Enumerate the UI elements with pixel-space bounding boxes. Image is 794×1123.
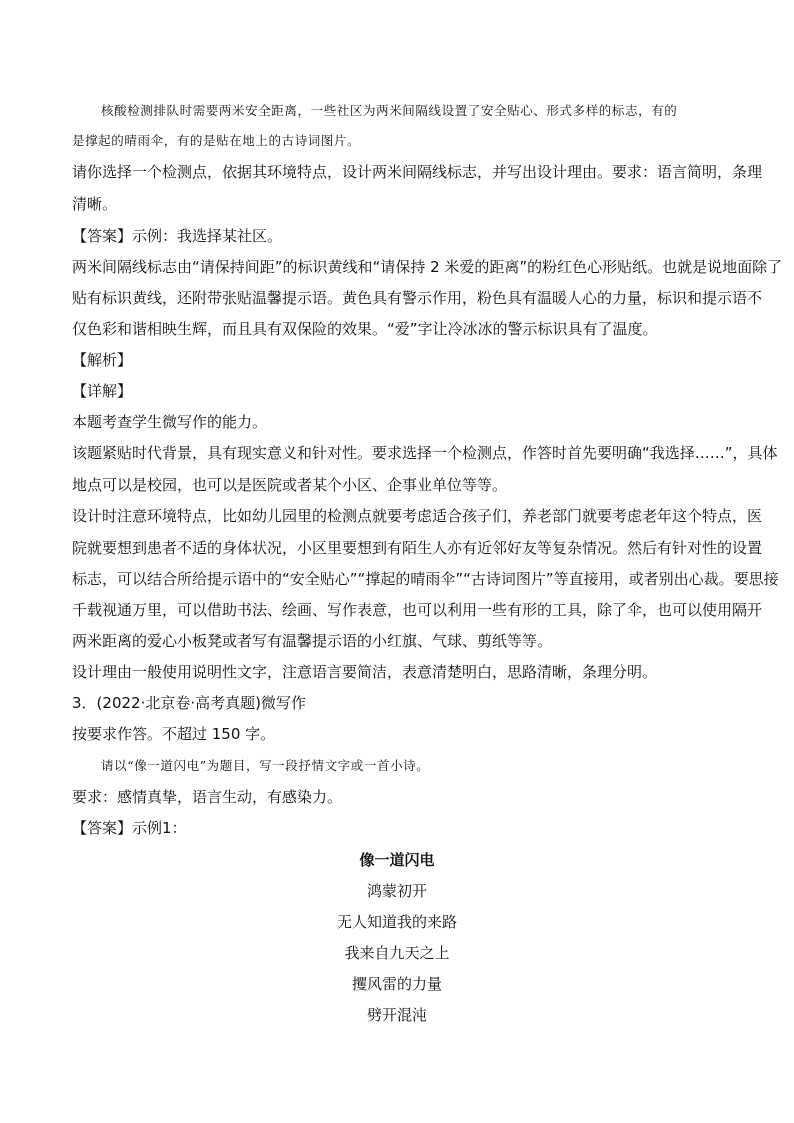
question-line-2: 清晰。 — [72, 195, 118, 213]
answer-line-2: 两米间隔线标志由“请保持间距”的标识黄线和“请保持 2 米爱的距离”的粉红色心形贴纸。也就是说地面除了 — [72, 258, 783, 276]
analysis-line-4: 设计时注意环境特点，比如幼儿园里的检测点就要考虑适合孩子们，养老部门就要考虑老年这个特点，医 — [72, 507, 763, 525]
answer-line-4: 仅色彩和谐相映生辉，而且具有双保险的效果。“爱”字让冷冰冰的警示标识具有了温度。 — [72, 320, 658, 338]
question-3-requirement: 要求：感情真挚，语言生动，有感染力。 — [72, 788, 343, 806]
analysis-line-2: 该题紧贴时代背景，具有现实意义和针对性。要求选择一个检测点，作答时首先要明确“我选择……”，具体 — [72, 444, 778, 462]
poem-title: 像一道闪电 — [359, 851, 435, 869]
answer-line-3: 贴有标识黄线，还附带张贴温馨提示语。黄色具有警示作用，粉色具有温暖人心的力量，标识和提示语不 — [72, 289, 763, 307]
poem-line: 鸿蒙初开 — [366, 882, 427, 900]
analysis-line-1: 本题考查学生微写作的能力。 — [72, 413, 268, 431]
analysis-line-9: 设计理由一般使用说明性文字，注意语言要简洁，表意清楚明白，思路清晰，条理分明。 — [72, 663, 658, 681]
analysis-header: 【解析】 — [72, 351, 133, 369]
poem-line: 无人知道我的来路 — [336, 913, 457, 931]
poem-line: 劈开混沌 — [366, 1006, 427, 1024]
analysis-line-5: 院就要想到患者不适的身体状况，小区里要想到有陌生人亦有近邻好友等复杂情况。然后有针对性的设置 — [72, 539, 763, 557]
question-line-1: 请你选择一个检测点，依据其环境特点，设计两米间隔线标志，并写出设计理由。要求：语言简明，条理 — [72, 163, 763, 181]
poem-line: 我来自九天之上 — [344, 944, 450, 962]
poem-line: 攫风雷的力量 — [351, 975, 442, 993]
analysis-line-6: 标志，可以结合所给提示语中的“安全贴心”“撑起的晴雨伞”“古诗词图片”等直接用，或者别出心裁。要思接 — [72, 570, 779, 588]
answer-label: 【答案】示例：我选择某社区。 — [72, 227, 283, 245]
question-3-title: 3．(2022·北京卷·高考真题)微写作 — [72, 694, 306, 712]
material-line-1: 核酸检测排队时需要两米安全距离，一些社区为两米间隔线设置了安全贴心、形式多样的标志，有的 — [101, 103, 678, 118]
question-3-prompt: 请以“像一道闪电”为题目，写一段抒情文字或一首小诗。 — [101, 758, 430, 773]
analysis-line-7: 千载视通万里，可以借助书法、绘画、写作表意，也可以利用一些有形的工具，除了伞，也可以使用隔开 — [72, 601, 763, 619]
material-line-2: 是撑起的晴雨伞，有的是贴在地上的古诗词图片。 — [72, 133, 361, 148]
question-3-instruction: 按要求作答。不超过 150 字。 — [72, 725, 276, 743]
detail-header: 【详解】 — [72, 382, 133, 400]
analysis-line-3: 地点可以是校园，也可以是医院或者某个小区、企事业单位等等。 — [72, 476, 508, 494]
analysis-line-8: 两米距离的爱心小板凳或者写有温馨提示语的小红旗、气球、剪纸等等。 — [72, 632, 553, 650]
question-3-answer-label: 【答案】示例1： — [72, 819, 187, 837]
